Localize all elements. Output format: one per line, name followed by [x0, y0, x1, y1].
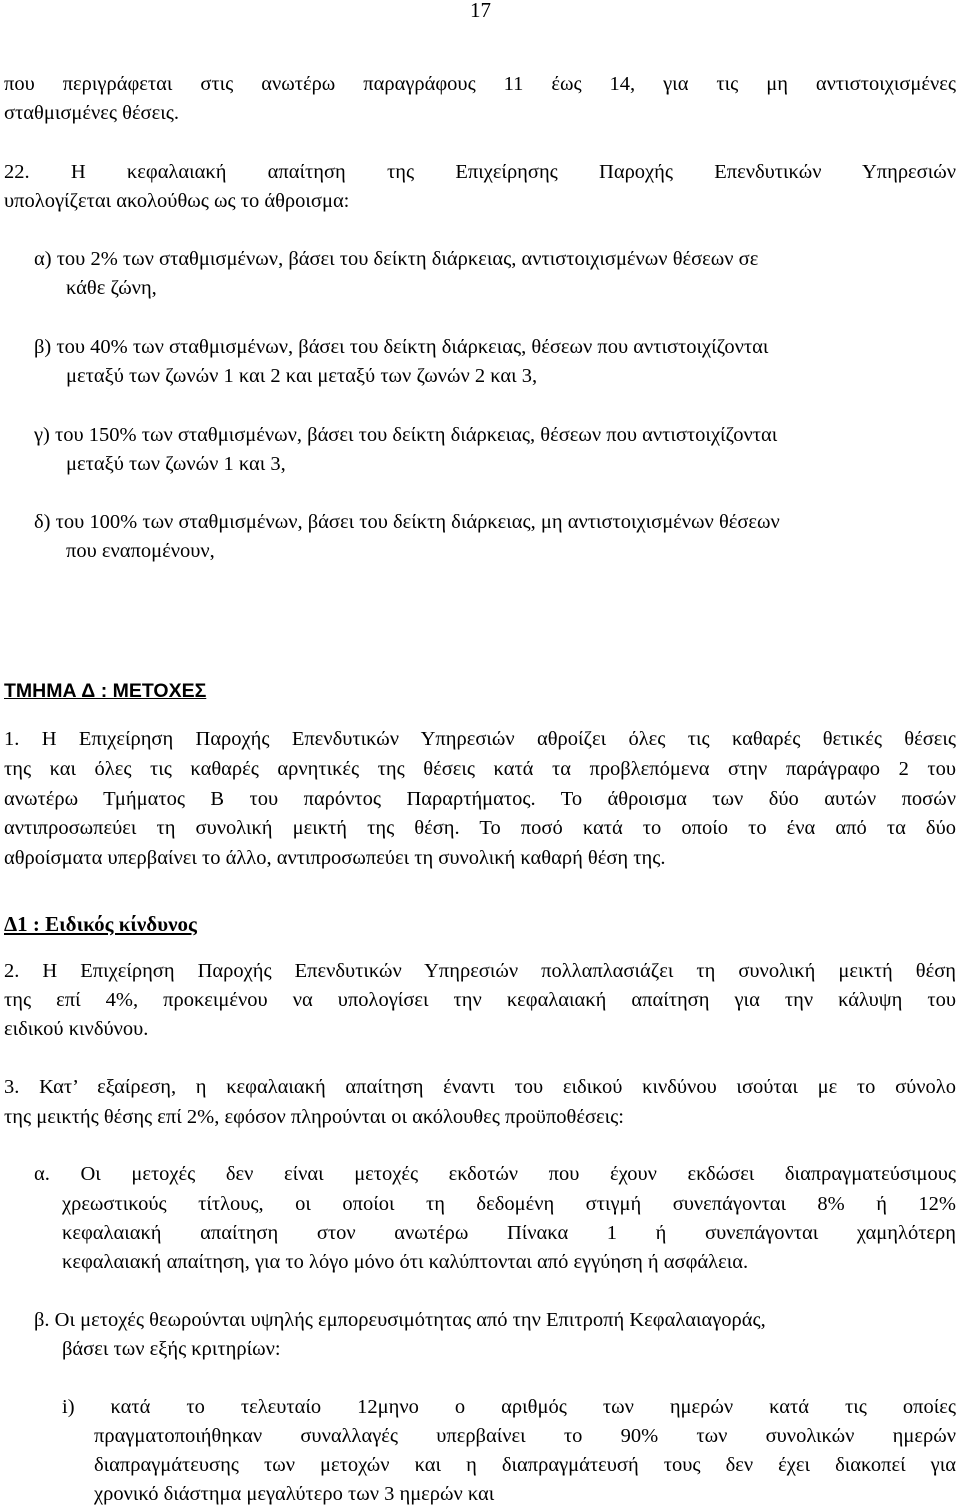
text-line: της μεικτής θέσης επί 2%, εφόσον πληρούνται οι ακόλουθες προϋποθέσεις: [4, 1106, 624, 1128]
list-item-b: β) του 40% των σταθμισμένων, βάσει του δείκτη διάρκειας, θέσεων που αντιστοιχίζονται [34, 336, 769, 358]
section-heading: ΤΜΗΜΑ Δ : ΜΕΤΟΧΕΣ [4, 680, 207, 702]
page-number: 17 [470, 0, 491, 22]
subsection-heading: Δ1 : Ειδικός κίνδυνος [4, 912, 197, 936]
text-line: διαπραγμάτευσης των μετοχών και η διαπραγμάτευσή τους δεν έχει διακοπεί για [94, 1454, 956, 1476]
text-line: βάσει των εξής κριτηρίων: [62, 1338, 281, 1360]
text-line: i) κατά το τελευταίο 12μηνο ο αριθμός των ημερών κατά τις οποίες [62, 1396, 956, 1418]
list-item-d: δ) του 100% των σταθμισμένων, βάσει του δείκτη διάρκειας, μη αντιστοιχισμένων θέσεων [34, 511, 780, 533]
text-line: 1. Η Επιχείρηση Παροχής Επενδυτικών Υπηρεσιών αθροίζει όλες τις καθαρές θετικές θέσεις [4, 728, 956, 750]
text-line: χρονικό διάστημα μεγαλύτερο των 3 ημερών και [94, 1483, 495, 1505]
list-item-a: α) του 2% των σταθμισμένων, βάσει του δείκτη διάρκειας, αντιστοιχισμένων θέσεων σε [34, 248, 759, 270]
text-line: της επί 4%, προκειμένου να υπολογίσει την κεφαλαιακή απαίτηση για την κάλυψη του [4, 989, 956, 1011]
text-line: αθροίσματα υπερβαίνει το άλλο, αντιπροσωπεύει τη συνολική καθαρή θέση της. [4, 847, 666, 869]
text-line: που περιγράφεται στις ανωτέρω παραγράφους 11 έως 14, για τις μη αντιστοιχισμένες [4, 73, 956, 95]
list-item-b-cont: μεταξύ των ζωνών 1 και 2 και μεταξύ των ζωνών 2 και 3, [66, 365, 538, 387]
text-line: 22. Η κεφαλαιακή απαίτηση της Επιχείρησης Παροχής Επενδυτικών Υπηρεσιών [4, 161, 956, 183]
text-line: β. Οι μετοχές θεωρούνται υψηλής εμπορευσιμότητας από την Επιτροπή Κεφαλαιαγοράς, [34, 1309, 766, 1331]
text-line: υπολογίζεται ακολούθως ως το άθροισμα: [4, 190, 350, 212]
list-item-a-cont: κάθε ζώνη, [66, 277, 157, 299]
text-line: ανωτέρω Τμήματος Β του παρόντος Παραρτήματος. Το άθροισμα των δύο αυτών ποσών [4, 788, 956, 810]
text-line: α. Οι μετοχές δεν είναι μετοχές εκδοτών που έχουν εκδώσει διαπραγματεύσιμους [34, 1163, 956, 1185]
text-line: 3. Κατ’ εξαίρεση, η κεφαλαιακή απαίτηση έναντι του ειδικού κινδύνου ισούται με το σύνολο [4, 1076, 956, 1098]
list-item-c: γ) του 150% των σταθμισμένων, βάσει του δείκτη διάρκειας, θέσεων που αντιστοιχίζονται [34, 424, 778, 446]
list-item-d-cont: που εναπομένουν, [66, 540, 215, 562]
text-line: αντιπροσωπεύει τη συνολική μεικτή της θέση. Το ποσό κατά το οποίο το ένα από τα δύο [4, 817, 956, 839]
text-line: χρεωστικούς τίτλους, οι οποίοι τη δεδομένη στιγμή συνεπάγονται 8% ή 12% [62, 1193, 956, 1215]
list-item-c-cont: μεταξύ των ζωνών 1 και 3, [66, 453, 286, 475]
text-line: κεφαλαιακή απαίτηση στον ανωτέρω Πίνακα 1 ή συνεπάγονται χαμηλότερη [62, 1222, 956, 1244]
text-line: ειδικού κινδύνου. [4, 1018, 149, 1040]
text-line: κεφαλαιακή απαίτηση, για το λόγο μόνο ότι καλύπτονται από εγγύηση ή ασφάλεια. [62, 1251, 749, 1273]
text-line: 2. Η Επιχείρηση Παροχής Επενδυτικών Υπηρεσιών πολλαπλασιάζει τη συνολική μεικτή θέση [4, 960, 956, 982]
text-line: σταθμισμένες θέσεις. [4, 102, 179, 124]
text-line: πραγματοποιήθηκαν συναλλαγές υπερβαίνει το 90% των συνολικών ημερών [94, 1425, 956, 1447]
text-line: της και όλες τις καθαρές αρνητικές της θέσεις κατά τα προβλεπόμενα στην παράγραφο 2 του [4, 758, 956, 780]
